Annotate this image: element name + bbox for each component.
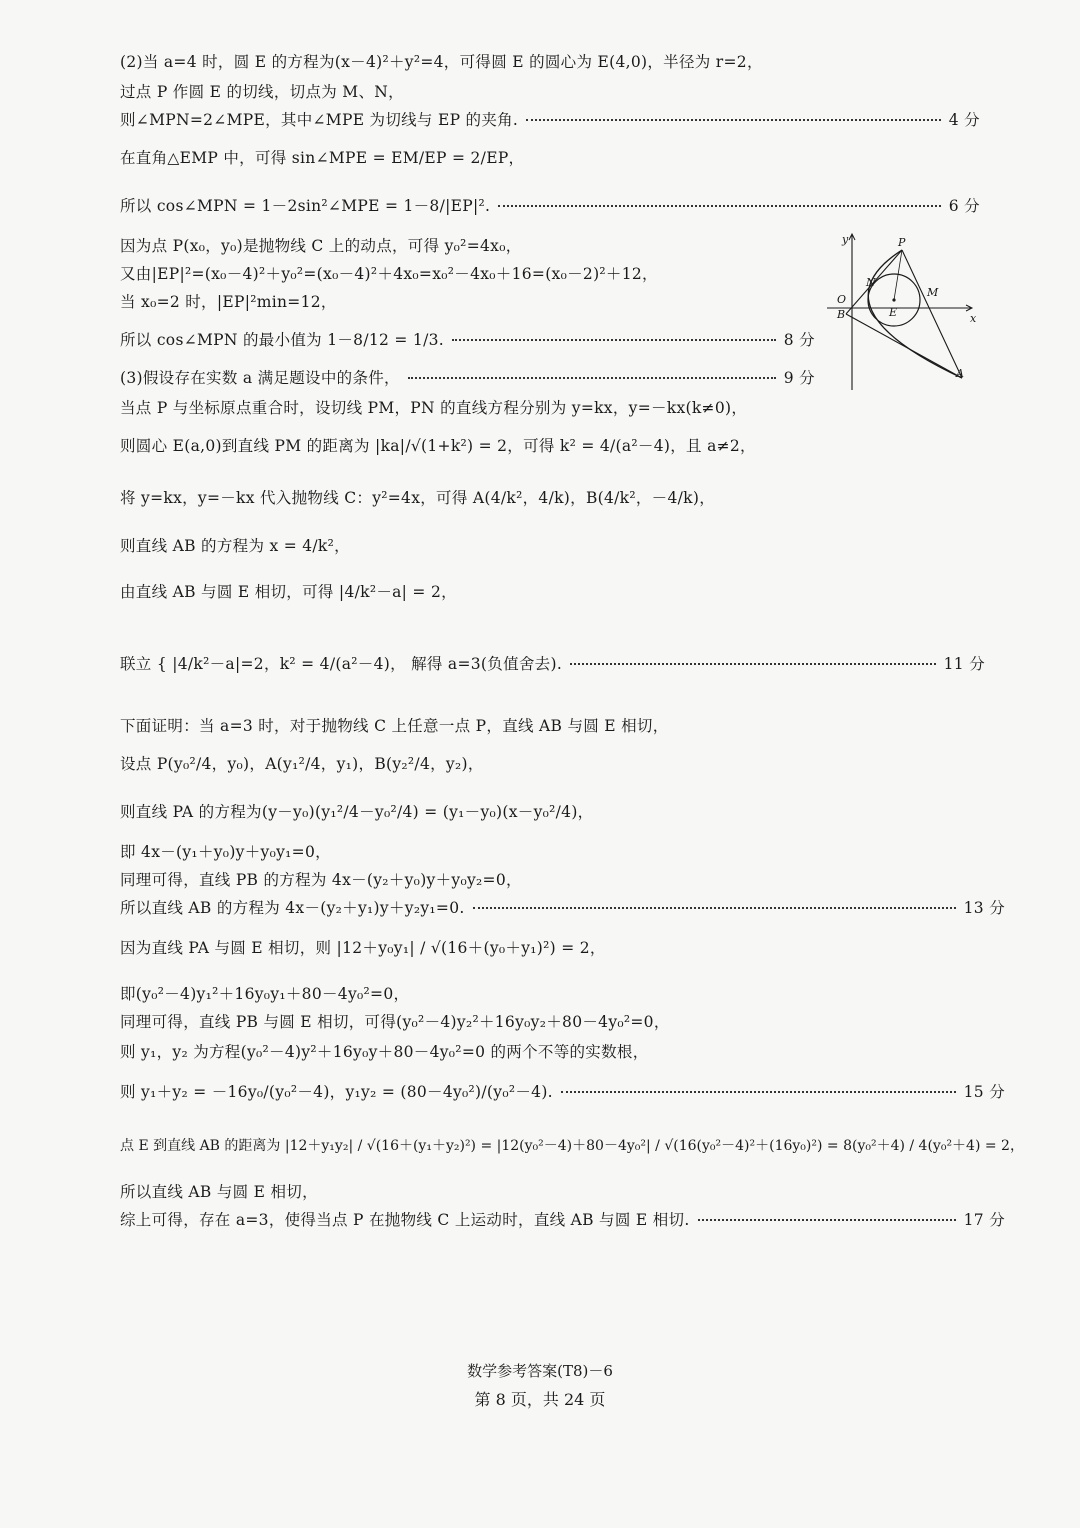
label-x: x [970,312,977,325]
score-points: 9 分 [783,369,815,387]
solution-line-scored: 则 y₁＋y₂ = －16y₀/(y₀²－4)，y₁y₂ = (80－4y₀²)/(y₀²－4). 15 分 [120,1083,1005,1101]
solution-line-scored: 联立 { |4/k²－a|=2，k² = 4/(a²－4)， 解得 a=3(负值舍去). 11 分 [120,655,985,673]
label-e: E [889,306,898,319]
label-n: N [866,276,876,289]
footer-page-number: 第 8 页，共 24 页 [474,1390,606,1409]
score-points: 13 分 [963,899,1005,917]
line-pa [902,250,962,378]
solution-line: 将 y=kx，y=－kx 代入抛物线 C：y²=4x，可得 A(4/k²，4/k)，B(4/k²，－4/k)， [120,489,715,507]
solution-line: 所以直线 AB 与圆 E 相切， [120,1183,318,1201]
solution-line: 设点 P(y₀²/4，y₀)，A(y₁²/4，y₁)，B(y₂²/4，y₂)， [120,755,484,773]
score-points: 4 分 [948,111,980,129]
solution-line: 点 E 到直线 AB 的距离为 |12＋y₁y₂| / √(16＋(y₁＋y₂)²) = |12(y₀²－4)＋80－4y₀²| / √(16(y₀²－4)²＋(16y₀)²) = 8(y₀²＋4) / 4(y₀²＋4) = 2， [120,1138,1024,1154]
label-y: y [842,233,849,246]
solution-line: 因为直线 PA 与圆 E 相切，则 |12＋y₀y₁| / √(16＋(y₀＋y₁)²) = 2， [120,939,606,957]
parabola-circle-diagram [822,230,992,395]
solution-line-scored: 则∠MPN=2∠MPE，其中∠MPE 为切线与 EP 的夹角. 4 分 [120,111,980,129]
score-points: 8 分 [783,331,815,349]
solution-line: 当点 P 与坐标原点重合时，设切线 PM，PN 的直线方程分别为 y=kx，y=－kx(k≠0)， [120,399,748,417]
solution-line: 当 x₀=2 时，|EP|²min=12， [120,293,337,311]
solution-line: (2)当 a=4 时，圆 E 的方程为(x－4)²＋y²=4，可得圆 E 的圆心为 E(4,0)，半径为 r=2， [120,53,763,71]
score-points: 11 分 [943,655,985,673]
label-p: P [898,236,906,249]
parabola-curve [868,250,962,378]
score-points: 15 分 [963,1083,1005,1101]
solution-line: 则 y₁，y₂ 为方程(y₀²－4)y²＋16y₀y＋80－4y₀²=0 的两个不等的实数根， [120,1043,649,1061]
solution-line: 在直角△EMP 中，可得 sin∠MPE = EM/EP = 2/EP， [120,149,525,167]
label-b: B [837,308,846,321]
solution-line-scored: 综上可得，存在 a=3，使得当点 P 在抛物线 C 上运动时，直线 AB 与圆 E 相切. 17 分 [120,1211,1005,1229]
score-points: 6 分 [948,197,980,215]
solution-line-scored: 所以 cos∠MPN 的最小值为 1－8/12 = 1/3. 8 分 [120,331,815,349]
footer-answer-key: 数学参考答案(T8)－6 [467,1362,613,1380]
solution-line: 即(y₀²－4)y₁²＋16y₀y₁＋80－4y₀²=0， [120,985,410,1003]
solution-line-scored: 所以 cos∠MPN = 1－2sin²∠MPE = 1－8/|EP|². 6 分 [120,197,980,215]
solution-line: 则圆心 E(a,0)到直线 PM 的距离为 |ka|/√(1+k²) = 2，可得 k² = 4/(a²－4)，且 a≠2， [120,437,756,455]
solution-line: 同理可得，直线 PB 的方程为 4x－(y₂＋y₀)y＋y₀y₂=0， [120,871,522,889]
solution-line: 即 4x－(y₁＋y₀)y＋y₀y₁=0， [120,843,331,861]
solution-line: 下面证明：当 a=3 时，对于抛物线 C 上任意一点 P，直线 AB 与圆 E 相切， [120,717,669,735]
score-points: 17 分 [963,1211,1005,1229]
label-m: M [927,286,939,299]
solution-line: 又由|EP|²=(x₀－4)²＋y₀²=(x₀－4)²＋4x₀=x₀²－4x₀＋16=(x₀－2)²＋12， [120,265,658,283]
solution-line: 则直线 AB 的方程为 x = 4/k²， [120,537,350,555]
geometry-figure [822,230,992,395]
solution-line: 过点 P 作圆 E 的切线，切点为 M、N， [120,83,404,101]
solution-line: 因为点 P(x₀，y₀)是抛物线 C 上的动点，可得 y₀²=4x₀， [120,237,522,255]
solution-line: 由直线 AB 与圆 E 相切，可得 |4/k²－a| = 2， [120,583,457,601]
solution-line: 同理可得，直线 PB 与圆 E 相切，可得(y₀²－4)y₂²＋16y₀y₂＋80－4y₀²=0， [120,1013,670,1031]
solution-line-scored: (3)假设存在实数 a 满足题设中的条件， 9 分 [120,369,815,387]
label-a: A [956,367,964,380]
solution-line: 则直线 PA 的方程为(y－y₀)(y₁²/4－y₀²/4) = (y₁－y₀)(x－y₀²/4)， [120,803,594,821]
solution-line-scored: 所以直线 AB 的方程为 4x－(y₂＋y₁)y＋y₂y₁=0. 13 分 [120,899,1005,917]
label-o: O [837,293,847,306]
